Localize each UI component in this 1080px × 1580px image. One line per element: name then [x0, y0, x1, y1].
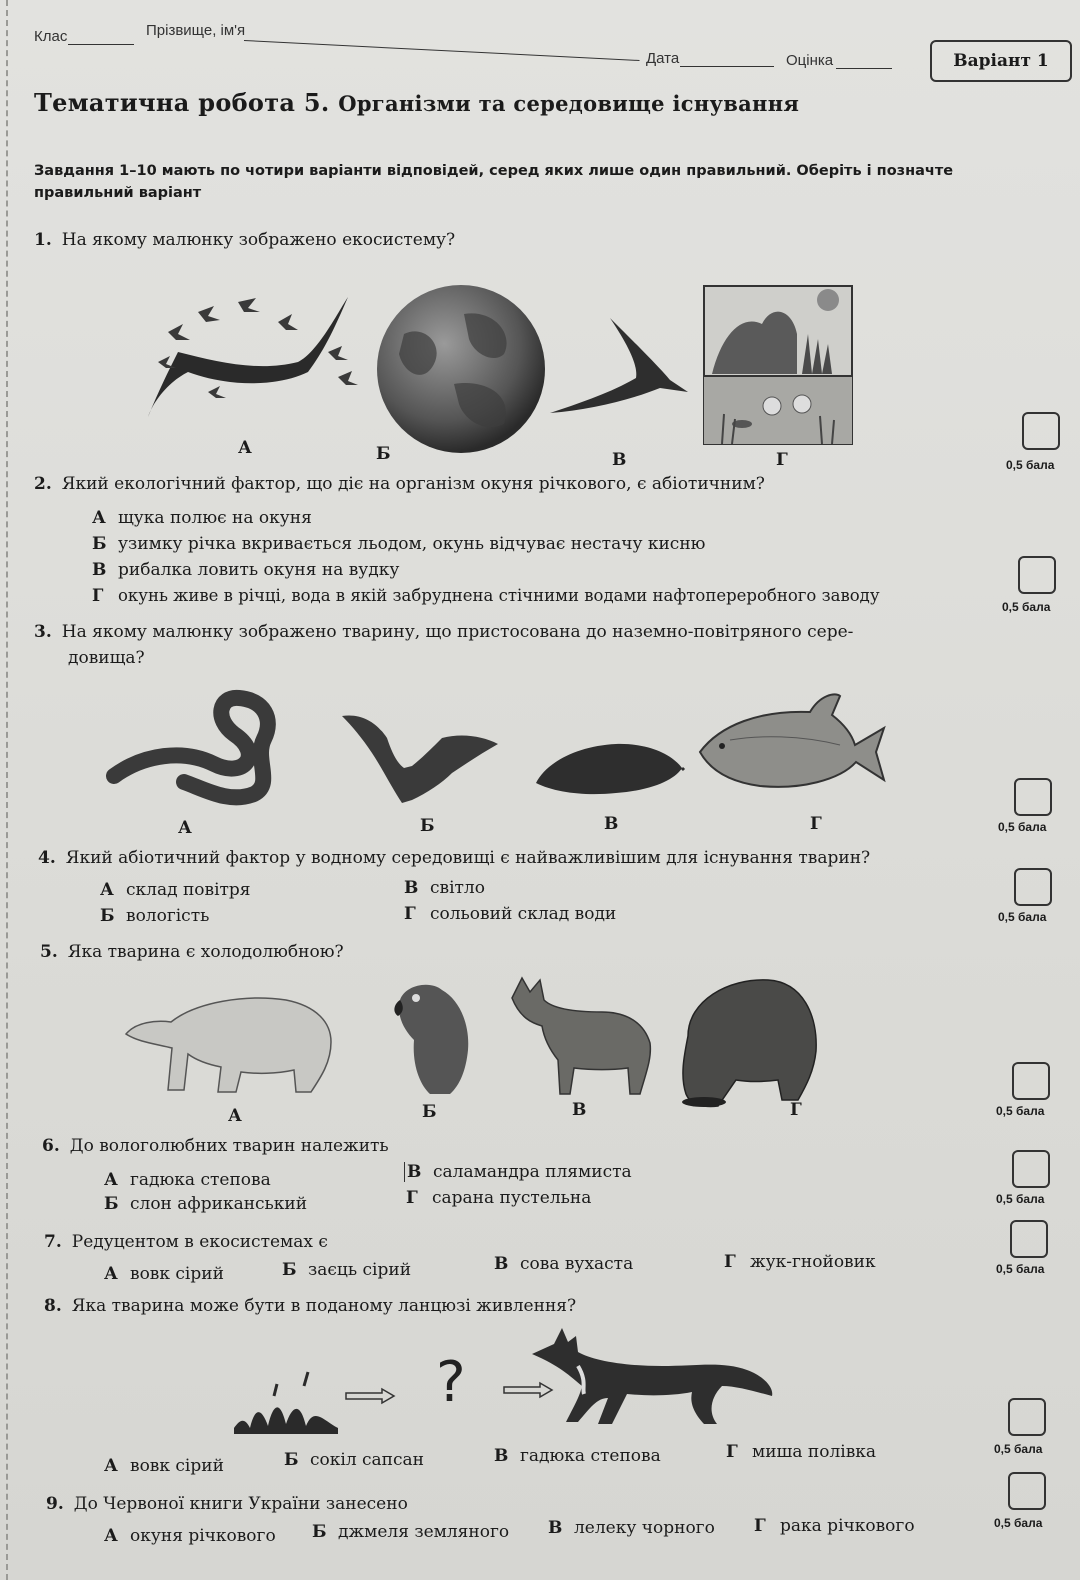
q1-label-v: В — [612, 450, 627, 470]
q4-score-box[interactable] — [1014, 868, 1052, 906]
q6-option-b[interactable]: Б слон африканський — [104, 1194, 308, 1214]
name-label: Прізвище, ім'я — [146, 22, 246, 39]
q2-score-label: 0,5 бала — [1002, 600, 1051, 614]
q8-option-a[interactable]: А вовк сірий — [104, 1456, 224, 1476]
q5-score-box[interactable] — [1012, 1062, 1050, 1100]
q7-option-b[interactable]: Б заєць сірий — [282, 1260, 412, 1280]
title-main: Тематична робота 5. — [34, 88, 330, 117]
q4-option-v[interactable]: В світло — [404, 878, 485, 898]
q8-score-box[interactable] — [1008, 1398, 1046, 1436]
question-8: 8. Яка тварина може бути в поданому ланцюзі живлення? — [44, 1296, 577, 1316]
grade-field[interactable] — [836, 68, 892, 69]
class-field[interactable] — [68, 44, 134, 45]
q3-score-label: 0,5 бала — [998, 820, 1047, 834]
q4-option-b[interactable]: Б вологість — [100, 906, 210, 926]
parrot-image[interactable] — [390, 980, 486, 1096]
q4-option-a[interactable]: А склад повітря — [100, 880, 251, 900]
mole-image[interactable] — [536, 738, 684, 798]
q6-score-label: 0,5 бала — [996, 1192, 1045, 1206]
fox-image[interactable] — [532, 1326, 774, 1426]
q5-label-v: В — [572, 1100, 587, 1120]
q6-score-box[interactable] — [1012, 1150, 1050, 1188]
q3-label-v: В — [604, 814, 619, 834]
question-3: 3. На якому малюнку зображено тварину, що пристосована до наземно-повітряного сере- — [34, 622, 854, 642]
q9-option-b[interactable]: Б джмеля земляного — [312, 1522, 510, 1542]
hippo-image[interactable] — [678, 976, 820, 1110]
q8-option-g[interactable]: Г миша полівка — [726, 1442, 877, 1462]
q1-label-g: Г — [776, 450, 788, 470]
instructions: Завдання 1–10 мають по чотири варіанти відповідей, серед яких лише один правильний. Оберіть і позначте правильний варіант — [34, 163, 954, 201]
q8-option-v[interactable]: В гадюка степова — [494, 1446, 661, 1466]
q2-option-g[interactable]: Г окунь живе в річці, вода в якій забруднена стічними водами нафтопереробного заводу — [92, 586, 880, 605]
q9-option-a[interactable]: А окуня річкового — [104, 1526, 276, 1546]
q7-option-a[interactable]: А вовк сірий — [104, 1264, 224, 1284]
q9-option-g[interactable]: Г рака річкового — [754, 1516, 915, 1536]
q5-label-b: Б — [422, 1102, 437, 1122]
earthworm-image[interactable] — [114, 694, 300, 804]
q8-score-label: 0,5 бала — [994, 1442, 1043, 1456]
question-1: 1. На якому малюнку зображено екосистему? — [34, 230, 456, 250]
variant-badge: Варіант 1 — [930, 40, 1072, 82]
date-label: Дата — [646, 50, 680, 67]
question-9: 9. До Червоної книги України занесено — [46, 1494, 408, 1514]
polar-bear-image[interactable] — [126, 982, 336, 1094]
q2-option-v[interactable]: В рибалка ловить окуня на вудку — [92, 560, 400, 580]
date-field[interactable] — [680, 66, 774, 67]
page-title — [34, 88, 799, 117]
question-3-cont: довища? — [68, 648, 145, 668]
q3-label-a: А — [178, 818, 192, 838]
q6-option-v[interactable]: В саламандра плямиста — [404, 1162, 632, 1182]
q2-option-a[interactable]: А щука полює на окуня — [92, 508, 312, 528]
pond-ecosystem-image[interactable] — [702, 284, 854, 446]
q9-option-v[interactable]: В лелеку чорного — [548, 1518, 715, 1538]
q5-label-g: Г — [790, 1100, 802, 1120]
q1-score-label: 0,5 бала — [1006, 458, 1055, 472]
q5-score-label: 0,5 бала — [996, 1104, 1045, 1118]
name-field[interactable] — [244, 40, 640, 61]
q2-score-box[interactable] — [1018, 556, 1056, 594]
question-7: 7. Редуцентом в екосистемах є — [44, 1232, 328, 1252]
q6-option-a[interactable]: А гадюка степова — [104, 1170, 271, 1190]
question-5: 5. Яка тварина є холодолюбною? — [40, 942, 344, 962]
q7-score-box[interactable] — [1010, 1220, 1048, 1258]
q9-score-box[interactable] — [1008, 1472, 1046, 1510]
q3-label-b: Б — [420, 816, 435, 836]
q3-score-box[interactable] — [1014, 778, 1052, 816]
q1-label-a: А — [238, 438, 252, 458]
q4-score-label: 0,5 бала — [998, 910, 1047, 924]
q3-label-g: Г — [810, 814, 822, 834]
q9-score-label: 0,5 бала — [994, 1516, 1043, 1530]
globe-image[interactable] — [374, 284, 548, 454]
q6-option-g[interactable]: Г сарана пустельна — [406, 1188, 592, 1208]
q7-option-v[interactable]: В сова вухаста — [494, 1254, 634, 1274]
q2-option-b[interactable]: Б узимку річка вкривається льодом, окунь відчуває нестачу кисню — [92, 534, 706, 554]
q7-option-g[interactable]: Г жук-гнойовик — [724, 1252, 876, 1272]
question-mark: ? — [436, 1350, 466, 1415]
q4-option-g[interactable]: Г сольовий склад води — [404, 904, 617, 924]
perforated-edge — [0, 0, 8, 1580]
bat-image[interactable] — [342, 708, 498, 808]
q1-label-b: Б — [376, 444, 391, 464]
q8-option-b[interactable]: Б сокіл сапсан — [284, 1450, 424, 1470]
swallows-flock-image[interactable] — [148, 292, 368, 422]
grass-image[interactable] — [234, 1366, 338, 1436]
q7-score-label: 0,5 бала — [996, 1262, 1045, 1276]
grade-label: Оцінка — [786, 52, 834, 69]
title-sub: Організми та середовище існування — [338, 91, 800, 116]
q1-score-box[interactable] — [1022, 412, 1060, 450]
arrow-right-icon — [346, 1388, 396, 1404]
swallow-image[interactable] — [550, 318, 690, 418]
wolf-image[interactable] — [512, 978, 652, 1096]
q5-label-a: А — [228, 1106, 242, 1126]
class-label: Клас — [34, 28, 68, 45]
question-4: 4. Який абіотичний фактор у водному середовищі є найважливішим для існування тварин? — [38, 848, 871, 868]
question-6: 6. До вологолюбних тварин належить — [42, 1136, 389, 1156]
question-2: 2. Який екологічний фактор, що діє на організм окуня річкового, є абіотичним? — [34, 474, 765, 494]
crucian-fish-image[interactable] — [700, 690, 886, 798]
